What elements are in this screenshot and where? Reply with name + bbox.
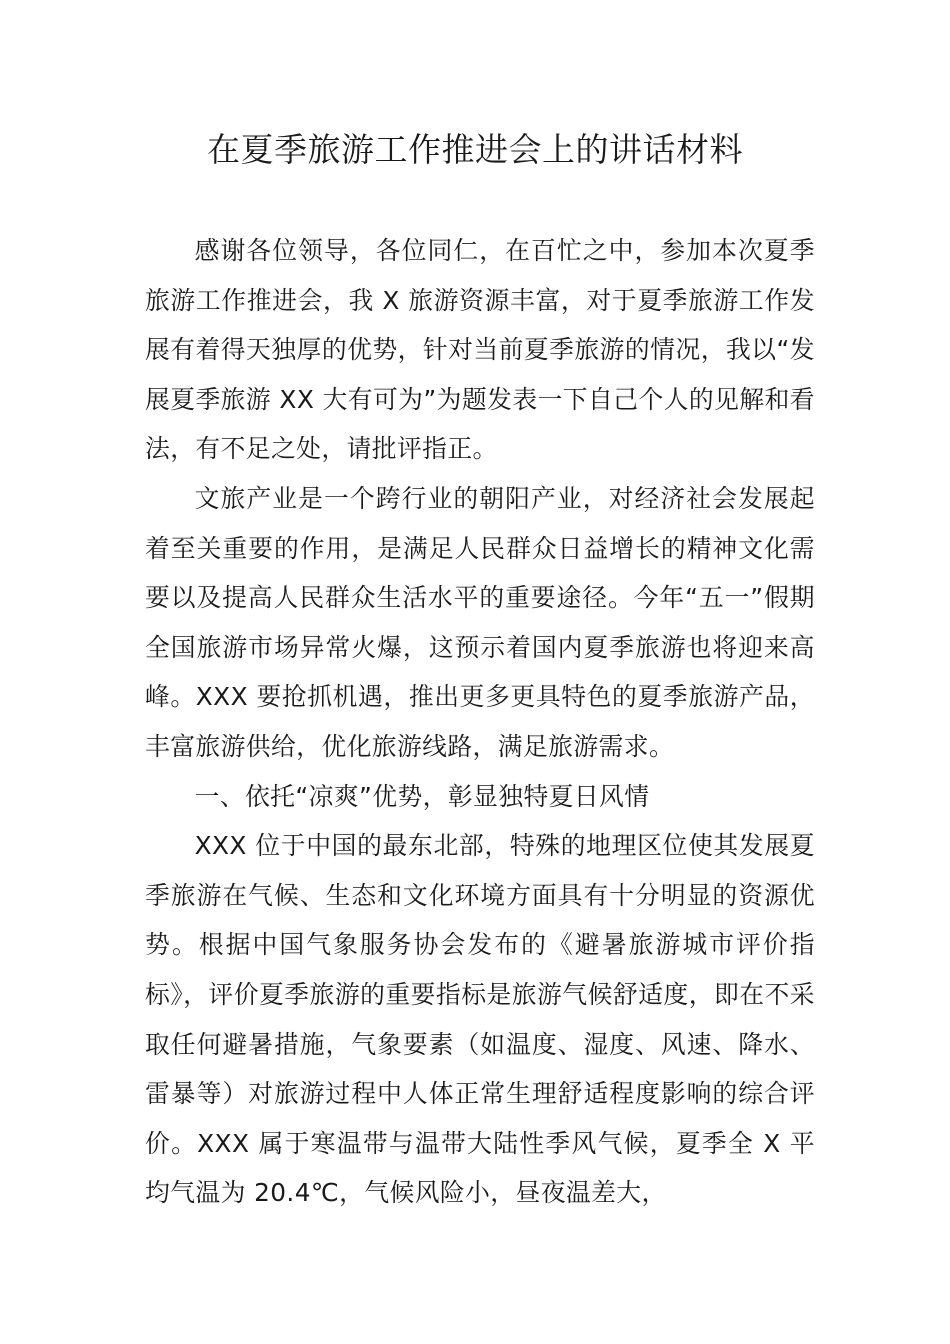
document-body	[145, 226, 815, 1218]
document-title: 在夏季旅游工作推进会上的讲话材料	[207, 130, 743, 169]
paragraph-opening: 感谢各位领导，各位同仁，在百忙之中，参加本次夏季旅游工作推进会，我 X 旅游资源丰富，对于夏季旅游工作发展有着得天独厚的优势，针对当前夏季旅游的情况，我以“发展夏季旅游 XX 大有可为”为题发表一下自己个人的见解和看法，有不足之处，请批评指正。	[145, 236, 815, 464]
paragraph-location: XXX 位于中国的最东北部，特殊的地理区位使其发展夏季旅游在气候、生态和文化环境方面具有十分明显的资源优势。根据中国气象服务协会发布的《避暑旅游城市评价指标》，评价夏季旅游的重要指标是旅游气候舒适度，即在不采取任何避暑措施，气象要素（如温度、湿度、风速、降水、雷暴等）对旅游过程中人体正常生理舒适程度影响的综合评价。XXX 属于寒温带与温带大陆性季风气候，夏季全 X 平均气温为 20.4℃，气候风险小，昼夜温差大，	[145, 831, 815, 1208]
paragraph-industry: 文旅产业是一个跨行业的朝阳产业，对经济社会发展起着至关重要的作用，是满足人民群众日益增长的精神文化需要以及提高人民群众生活水平的重要途径。今年“五一”假期全国旅游市场异常火爆，这预示着国内夏季旅游也将迎来高峰。XXX 要抢抓机遇，推出更多更具特色的夏季旅游产品，丰富旅游供给，优化旅游线路，满足旅游需求。	[145, 483, 815, 761]
section-heading-1: 一、依托“凉爽”优势，彰显独特夏日风情	[194, 781, 650, 811]
